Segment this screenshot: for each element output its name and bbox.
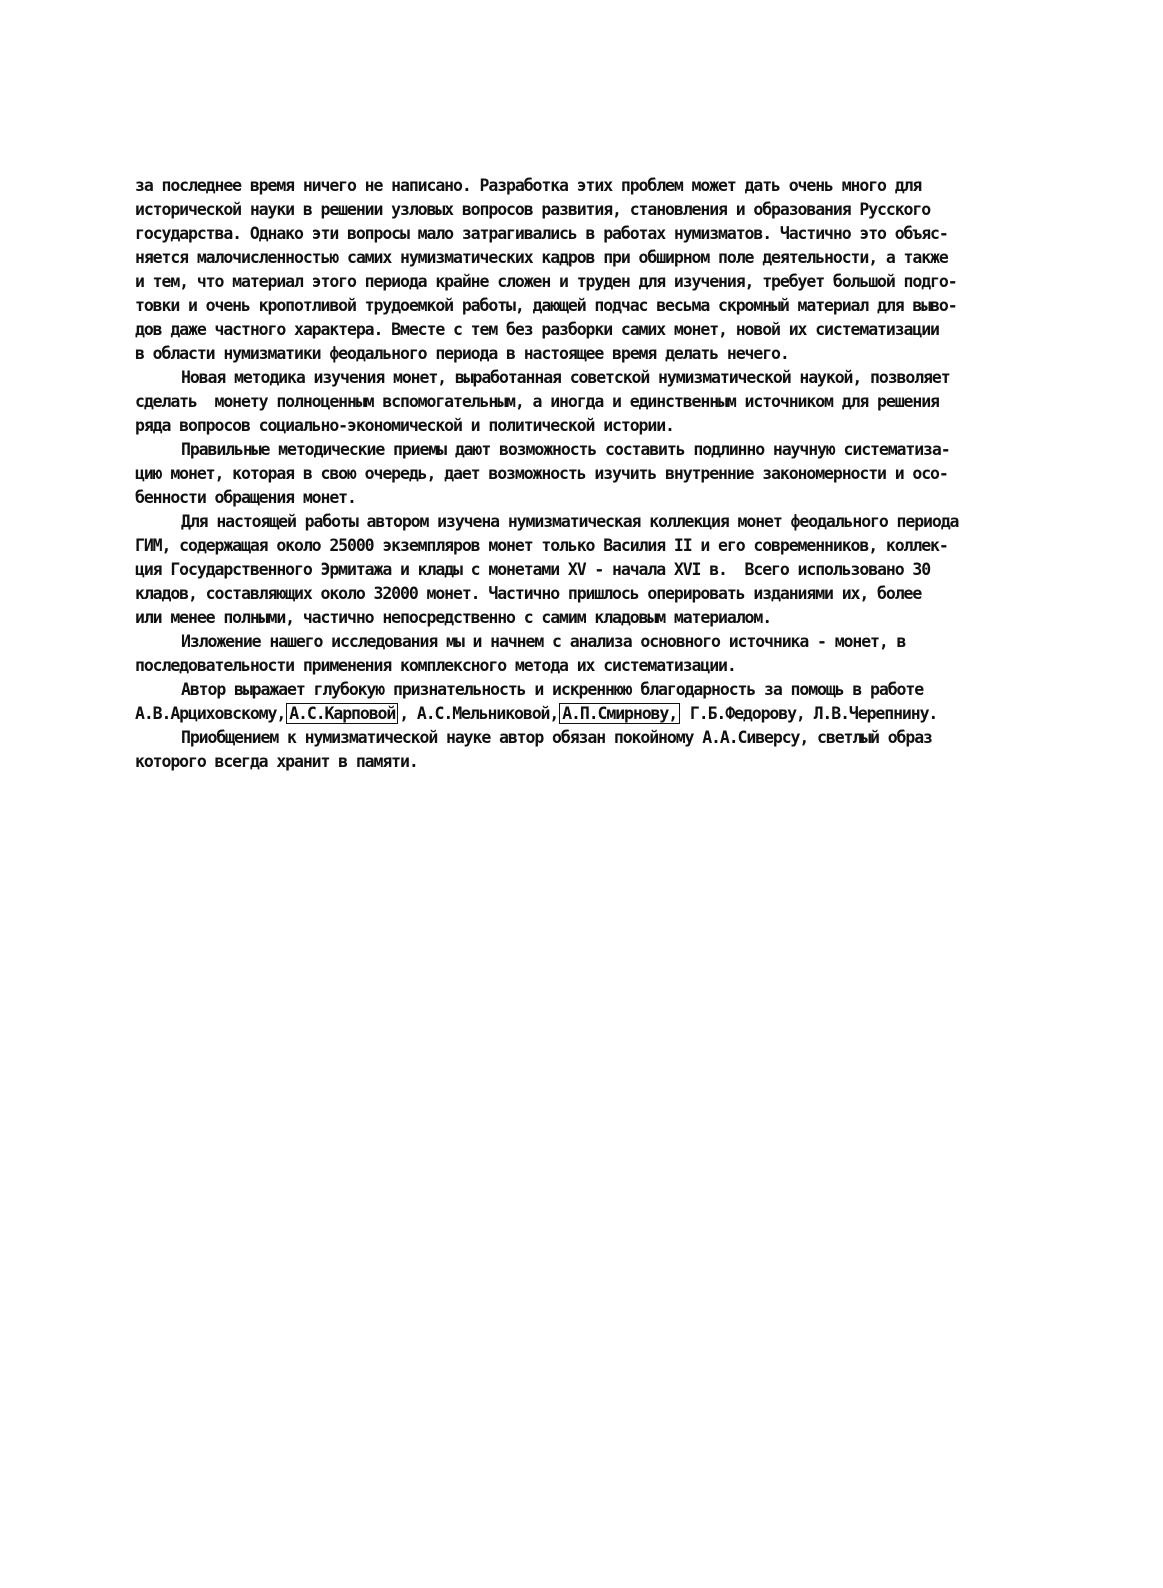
text-line: ция Государственного Эрмитажа и клады с монетами ХV - начала ХVI в. Всего использовано 30 xyxy=(135,560,931,579)
body-text xyxy=(135,174,1055,774)
text-line: последовательности применения комплексного метода их систематизации. xyxy=(135,656,736,675)
text-line: бенности обращения монет. xyxy=(135,488,356,507)
text-line: исторической науки в решении узловых вопросов развития, становления и образования Русского xyxy=(135,200,931,219)
text-line: няется малочисленностью самих нумизматических кадров при обширном поле деятельности, а также xyxy=(135,248,948,267)
text-line: Автор выражает глубокую признательность и искреннюю благодарность за помощь в работе xyxy=(181,680,924,699)
text-line: Для настоящей работы автором изучена нумизматическая коллекция монет феодального периода xyxy=(181,512,959,531)
text-line: ряда вопросов социально-экономической и политической истории. xyxy=(135,416,674,435)
name-text: А.В.Арциховскому, xyxy=(135,704,286,723)
text-line: или менее полными, частично непосредственно с самим кладовым материалом. xyxy=(135,608,772,627)
text-line: цию монет, которая в свою очередь, дает возможность изучить внутренние закономерности и осо- xyxy=(135,464,948,483)
text-line: сделать монету полноценным вспомогательным, а иногда и единственным источником для решения xyxy=(135,392,939,411)
text-line: государства. Однако эти вопросы мало затрагивались в работах нумизматов. Частично это объяс- xyxy=(135,224,948,243)
text-line: кладов, составляющих около 32000 монет. Частично пришлось оперировать изданиями их, более xyxy=(135,584,922,603)
paragraph-4 xyxy=(135,510,1055,630)
acknowledgement-names-line xyxy=(135,702,1055,726)
boxed-name: А.С.Карповой xyxy=(286,703,398,724)
name-text: Г.Б.Федорову, Л.В.Черепнину. xyxy=(681,704,938,723)
text-line: за последнее время ничего не написано. Разработка этих проблем может дать очень много для xyxy=(135,176,922,195)
name-text: , А.С.Мельниковой, xyxy=(399,704,559,723)
paragraph-2 xyxy=(135,366,1055,438)
boxed-name: А.П.Смирнову, xyxy=(559,703,680,724)
text-line: товки и очень кропотливой трудоемкой работы, дающей подчас весьма скромный материал для выво- xyxy=(135,296,957,315)
paragraph-3 xyxy=(135,438,1055,510)
text-line: Новая методика изучения монет, выработанная советской нумизматической наукой, позволяет xyxy=(181,368,950,387)
text-line: в области нумизматики феодального периода в настоящее время делать нечего. xyxy=(135,344,789,363)
text-line: которого всегда хранит в памяти. xyxy=(135,752,418,771)
text-line: Приобщением к нумизматической науке автор обязан покойному А.А.Сиверсу, светлый образ xyxy=(181,728,932,747)
text-line: дов даже частного характера. Вместе с тем без разборки самих монет, новой их систематизации xyxy=(135,320,939,339)
text-line: и тем, что материал этого периода крайне сложен и труден для изучения, требует большой подго- xyxy=(135,272,957,291)
text-line: Изложение нашего исследования мы и начнем с анализа основного источника - монет, в xyxy=(181,632,906,651)
paragraph-6 xyxy=(135,678,1055,726)
paragraph-1 xyxy=(135,174,1055,366)
paragraph-5 xyxy=(135,630,1055,678)
text-line: Правильные методические приемы дают возможность составить подлинно научную систематиза- xyxy=(181,440,950,459)
text-line: ГИМ, содержащая около 25000 экземпляров монет только Василия II и его современников, коллек- xyxy=(135,536,948,555)
paragraph-7 xyxy=(135,726,1055,774)
